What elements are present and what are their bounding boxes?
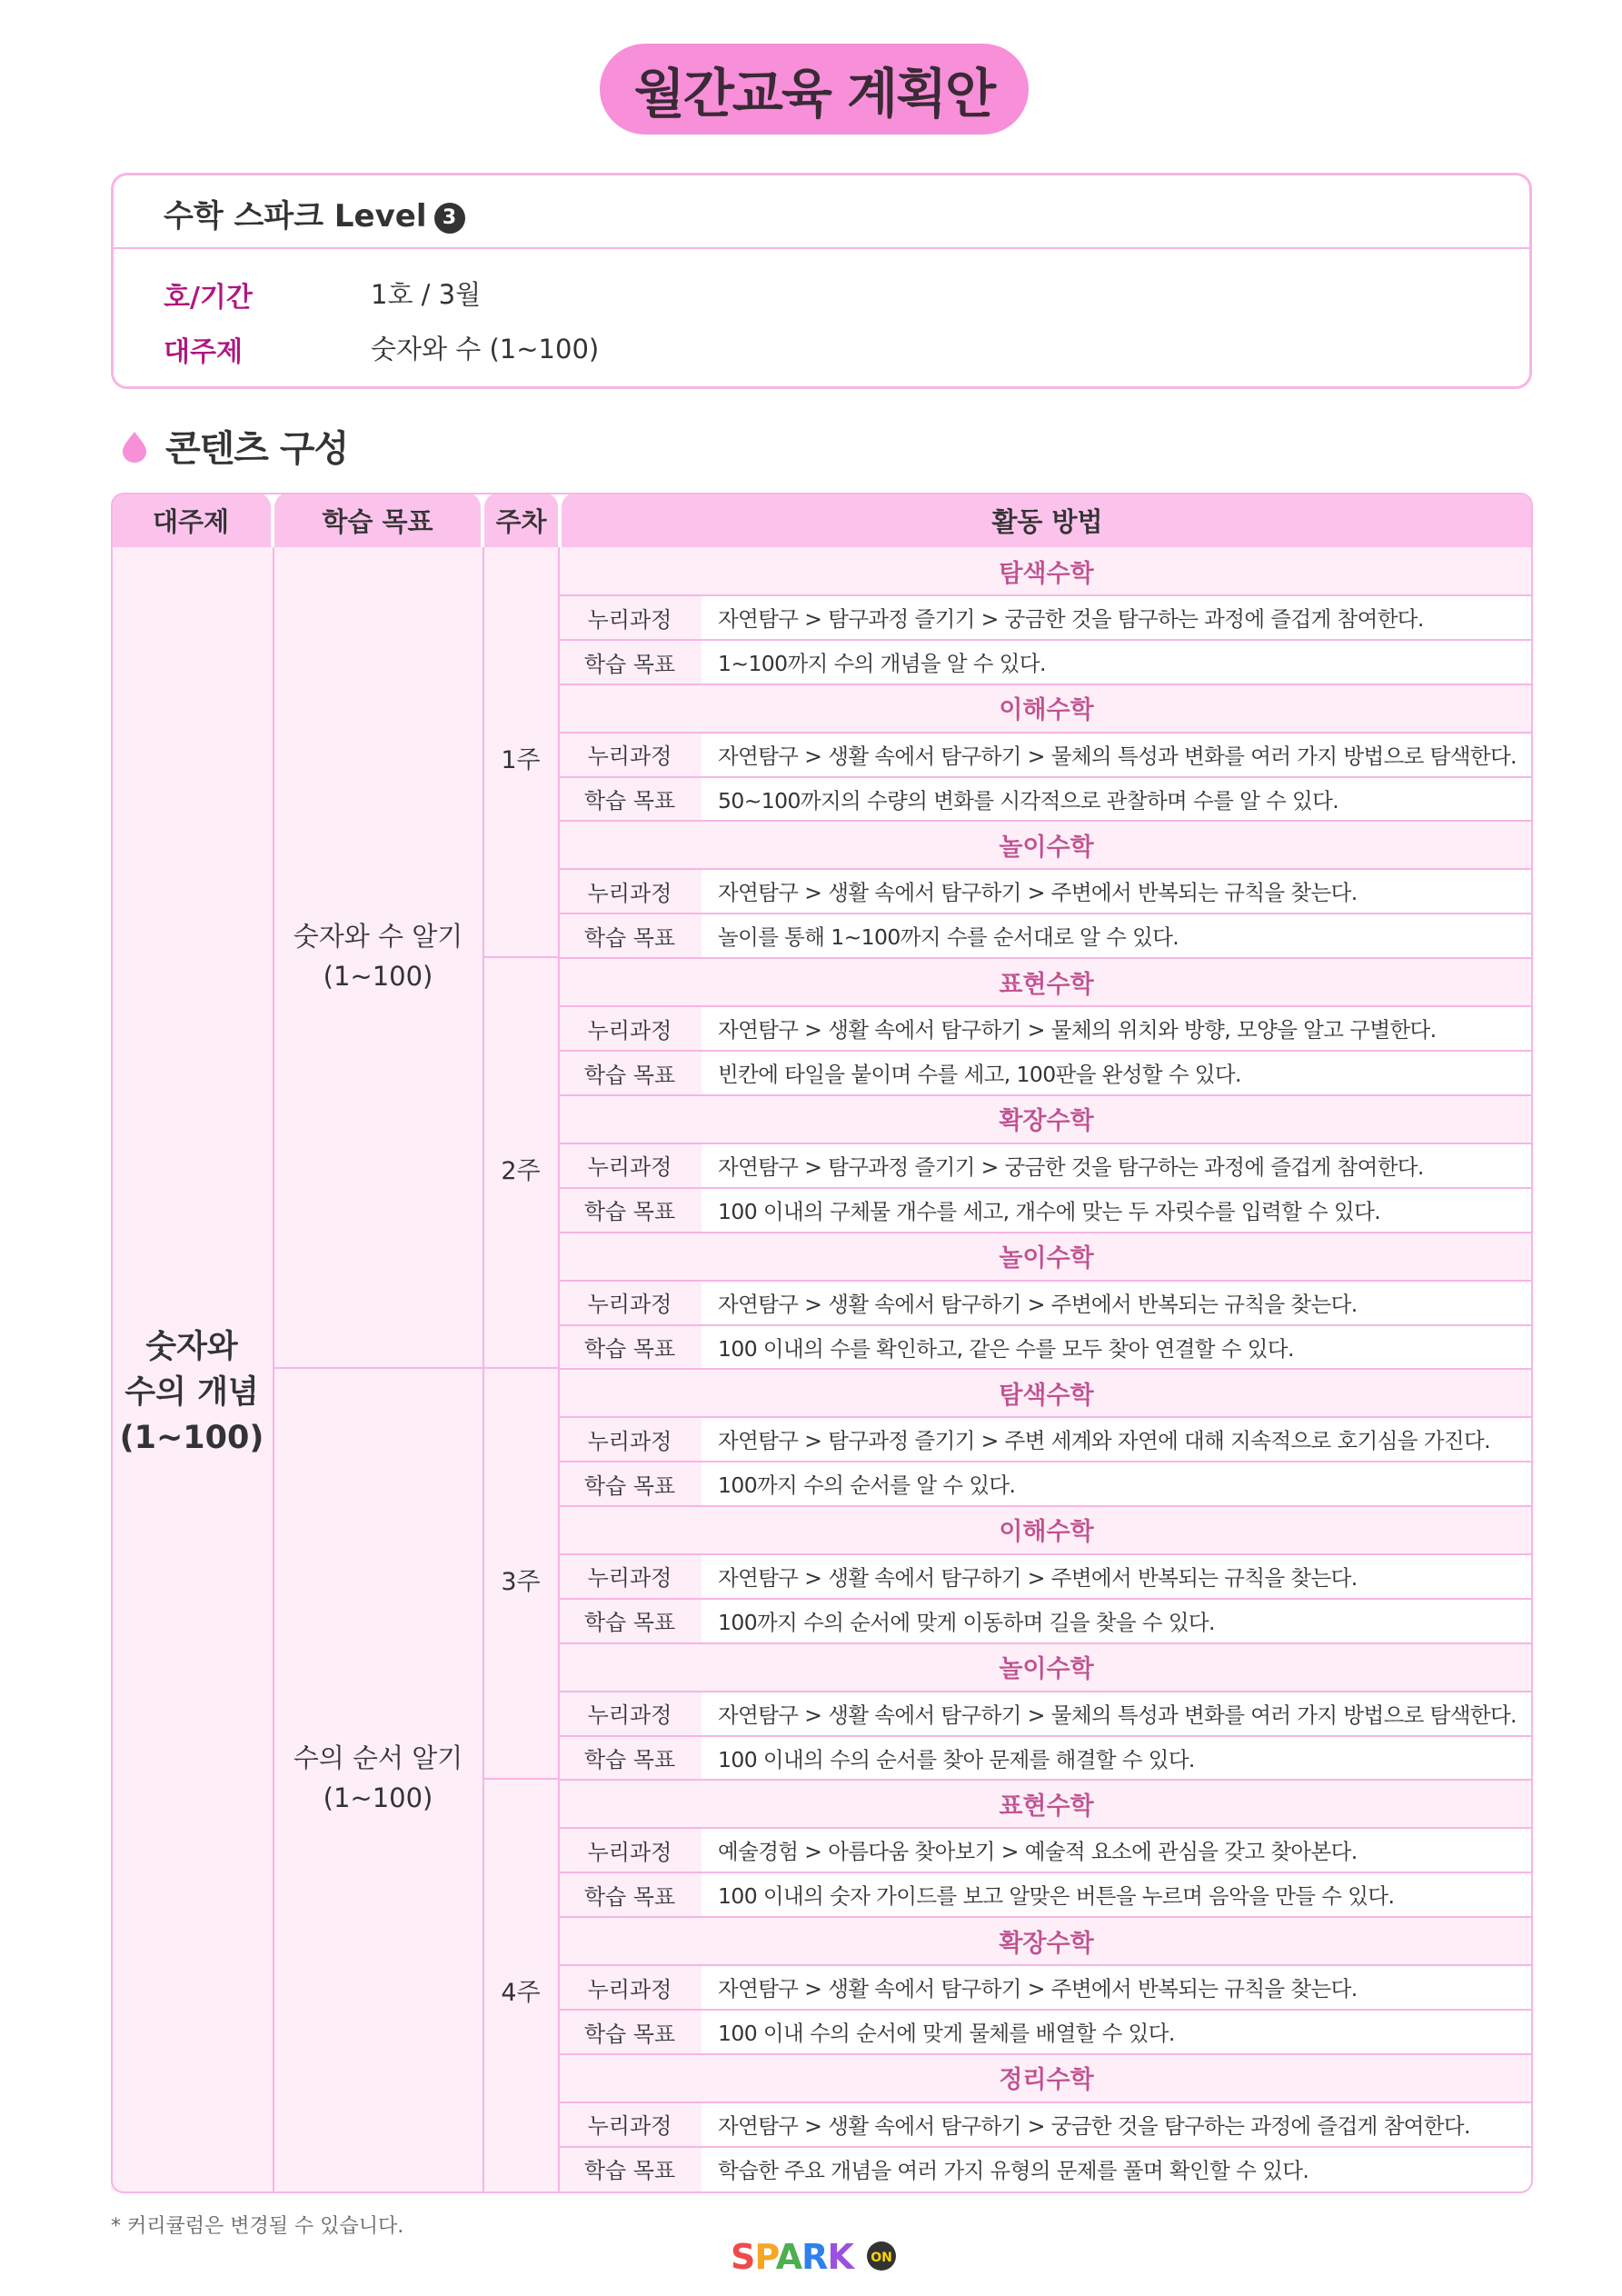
level-badge-icon: 3: [434, 203, 465, 234]
goal-label: 학습 목표: [583, 2158, 676, 2184]
course-title: [164, 191, 465, 235]
week-label: 1주: [501, 746, 541, 774]
nuri-label: 누리과정: [587, 1292, 672, 1317]
goal-line: (1~100): [323, 961, 433, 992]
table-border: [111, 493, 1533, 2193]
nuri-text: 자연탐구 > 생활 속에서 탐구하기 > 주변에서 반복되는 규칙을 찾는다.: [718, 1564, 1358, 1591]
content-table: [111, 493, 1533, 2193]
goal-text: 100 이내 수의 순서에 맞게 물체를 배열할 수 있다.: [718, 2021, 1175, 2046]
theme-line: 숫자와: [145, 1329, 238, 1365]
goal-text: 1~100까지 수의 개념을 알 수 있다.: [718, 651, 1046, 676]
section-header: [120, 420, 348, 472]
footnote: * 커리큘럼은 변경될 수 있습니다.: [111, 2215, 404, 2238]
activity-title: 탐색수학: [560, 547, 1533, 594]
nuri-text: 자연탐구 > 생활 속에서 탐구하기 > 주변에서 반복되는 규칙을 찾는다.: [718, 1976, 1358, 2002]
theme-line: (1~100): [119, 1420, 264, 1456]
info-label-theme: 대주제: [164, 336, 243, 368]
goal-label: 학습 목표: [583, 1747, 676, 1773]
goal-label: 학습 목표: [583, 788, 676, 814]
goal-text: 50~100까지의 수량의 변화를 시각적으로 관찰하며 수를 알 수 있다.: [718, 787, 1339, 814]
goal-label: 학습 목표: [583, 1199, 676, 1225]
info-value-period: 1호 / 3월: [371, 279, 482, 310]
goal-label: 학습 목표: [583, 1336, 676, 1362]
activity-title: 표현수학: [560, 1780, 1533, 1827]
goal-text: 100 이내의 숫자 가이드를 보고 알맞은 버튼을 누르며 음악을 만들 수 있다.: [718, 1883, 1395, 1910]
goal-text: 100 이내의 수의 순서를 찾아 문제를 해결할 수 있다.: [718, 1746, 1195, 1772]
goal-label: 학습 목표: [583, 651, 676, 677]
goal-label: 학습 목표: [583, 1472, 676, 1499]
info-value-theme: 숫자와 수 (1~100): [371, 334, 600, 364]
goal-line: 숫자와 수 알기: [293, 921, 463, 952]
svg-text:SPARK: SPARK: [731, 2237, 853, 2277]
activity-title: 놀이수학: [560, 821, 1533, 868]
nuri-label: 누리과정: [587, 1565, 672, 1592]
nuri-label: 누리과정: [587, 1017, 672, 1043]
nuri-text: 자연탐구 > 탐구과정 즐기기 > 궁금한 것을 탐구하는 과정에 즐겁게 참여한다.: [718, 606, 1424, 632]
goal-text: 빈칸에 타일을 붙이며 수를 세고, 100판을 완성할 수 있다.: [718, 1062, 1241, 1088]
goal-label: 학습 목표: [583, 1062, 676, 1088]
nuri-text: 자연탐구 > 생활 속에서 탐구하기 > 궁금한 것을 탐구하는 과정에 즐겁게 참여한다.: [718, 2112, 1470, 2139]
nuri-text: 예술경험 > 아름다움 찾아보기 > 예술적 요소에 관심을 갖고 찾아본다.: [718, 1839, 1358, 1865]
activity-title: 표현수학: [560, 958, 1533, 1005]
nuri-text: 자연탐구 > 생활 속에서 탐구하기 > 물체의 특성과 변화를 여러 가지 방법으로 탐색한다.: [718, 1702, 1517, 1728]
nuri-label: 누리과정: [587, 1976, 672, 2002]
nuri-text: 자연탐구 > 탐구과정 즐기기 > 주변 세계와 자연에 대해 지속적으로 호기심을 가진다.: [718, 1428, 1490, 1454]
info-label-period: 호/기간: [164, 282, 253, 314]
header-week: 주차: [484, 493, 558, 547]
nuri-text: 자연탐구 > 생활 속에서 탐구하기 > 물체의 특성과 변화를 여러 가지 방법으로 탐색한다.: [718, 743, 1517, 769]
nuri-label: 누리과정: [587, 1154, 672, 1181]
nuri-text: 자연탐구 > 생활 속에서 탐구하기 > 주변에서 반복되는 규칙을 찾는다.: [718, 1291, 1358, 1317]
info-divider: [114, 247, 1529, 249]
svg-text:ON: ON: [871, 2251, 892, 2265]
goal-text: 100 이내의 구체물 개수를 세고, 개수에 맞는 두 자릿수를 입력할 수 있다.: [718, 1198, 1381, 1224]
nuri-text: 자연탐구 > 탐구과정 즐기기 > 궁금한 것을 탐구하는 과정에 즐겁게 참여한다.: [718, 1153, 1424, 1180]
activity-title: 이해수학: [560, 684, 1533, 732]
goal-line: 수의 순서 알기: [293, 1742, 463, 1773]
nuri-text: 자연탐구 > 생활 속에서 탐구하기 > 주변에서 반복되는 규칙을 찾는다.: [718, 880, 1358, 906]
header-theme: 대주제: [111, 493, 271, 547]
activity-title: 놀이수학: [560, 1233, 1533, 1280]
nuri-label: 누리과정: [587, 1428, 672, 1454]
nuri-label: 누리과정: [587, 606, 672, 633]
goal-text: 놀이를 통해 1~100까지 수를 순서대로 알 수 있다.: [718, 924, 1179, 951]
activity-title: 이해수학: [560, 1506, 1533, 1553]
nuri-label: 누리과정: [587, 744, 672, 770]
week-label: 2주: [501, 1157, 541, 1185]
goal-label: 학습 목표: [583, 924, 676, 951]
activity-title: 확장수학: [560, 1095, 1533, 1143]
goal-label: 학습 목표: [583, 1610, 676, 1636]
nuri-label: 누리과정: [587, 1702, 672, 1729]
goal-text: 100까지 수의 순서를 알 수 있다.: [718, 1472, 1016, 1499]
nuri-label: 누리과정: [587, 1839, 672, 1865]
activity-title: 확장수학: [560, 1917, 1533, 1964]
goal-label: 학습 목표: [583, 1883, 676, 1910]
nuri-label: 누리과정: [587, 2113, 672, 2140]
week-label: 3주: [501, 1568, 541, 1596]
nuri-text: 자연탐구 > 생활 속에서 탐구하기 > 물체의 위치와 방향, 모양을 알고 구별한다.: [718, 1017, 1437, 1043]
goal-text: 100 이내의 수를 확인하고, 같은 수를 모두 찾아 연결할 수 있다.: [718, 1335, 1294, 1362]
droplet-icon: [120, 430, 149, 463]
page-title: 월간교육 계획안: [600, 44, 1029, 135]
activity-title: 탐색수학: [560, 1369, 1533, 1416]
activity-title: 놀이수학: [560, 1643, 1533, 1691]
goal-text: 학습한 주요 개념을 여러 가지 유형의 문제를 풀며 확인할 수 있다.: [718, 2157, 1309, 2183]
header-goal: 학습 목표: [274, 493, 481, 547]
nuri-label: 누리과정: [587, 880, 672, 906]
week-label: 4주: [501, 1979, 541, 2007]
section-title: 콘텐츠 구성: [165, 428, 349, 470]
goal-text: 100까지 수의 순서에 맞게 이동하며 길을 찾을 수 있다.: [718, 1609, 1215, 1635]
header-activity: 활동 방법: [562, 493, 1533, 547]
course-name: 수학 스파크 Level: [164, 198, 427, 235]
goal-label: 학습 목표: [583, 2021, 676, 2047]
spark-logo: [729, 2232, 898, 2280]
activity-title: 정리수학: [560, 2054, 1533, 2101]
theme-line: 수의 개념: [124, 1374, 259, 1411]
goal-line: (1~100): [323, 1782, 433, 1813]
